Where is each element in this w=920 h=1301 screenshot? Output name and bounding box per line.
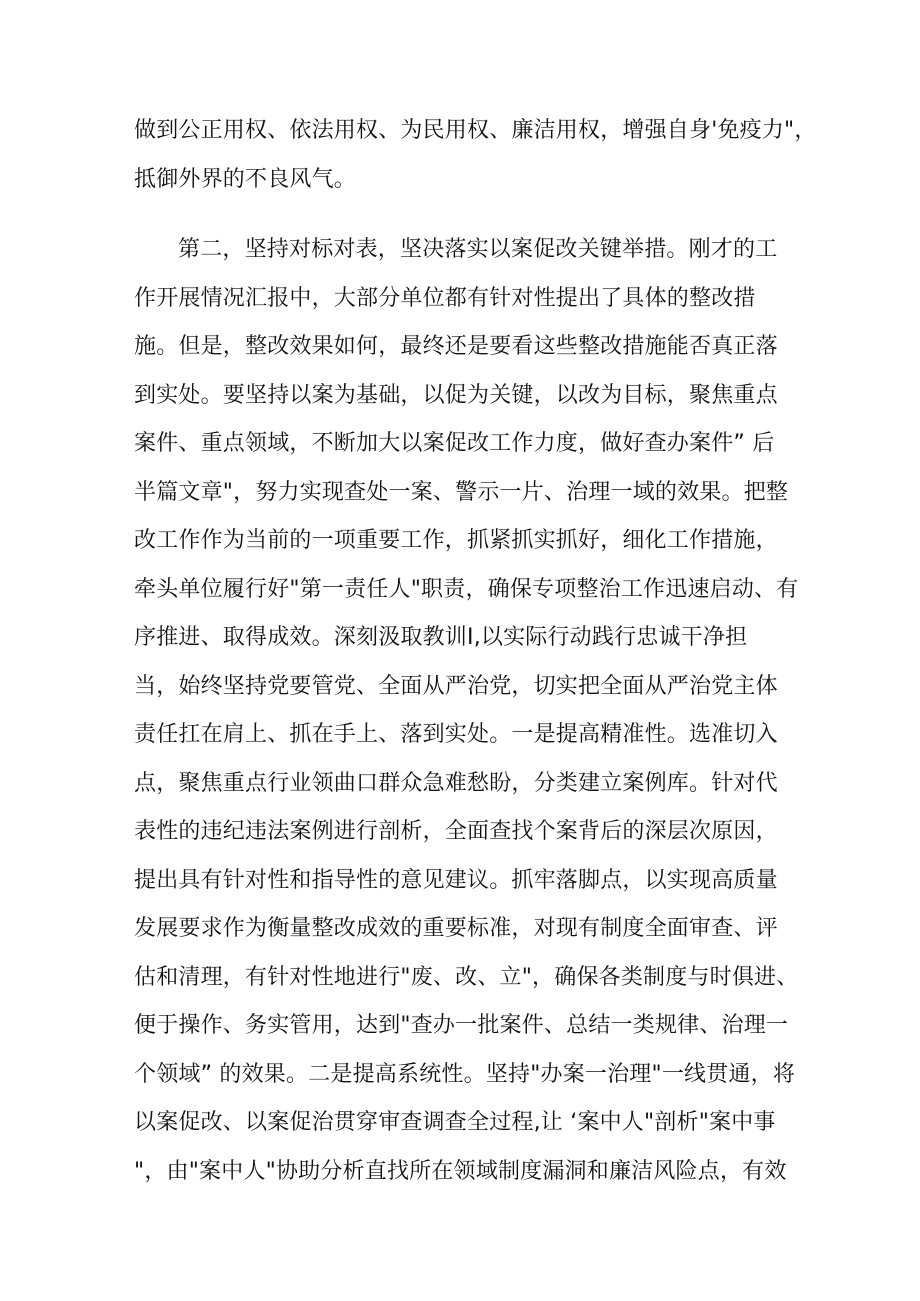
text-line-22: "，由"案中人"协助分析直找所在领域制度漏洞和廉洁风险点，有效 bbox=[134, 1159, 787, 1184]
text-line-3: 第二，坚持对标对表，坚决落实以案促改关键举措。刚才的工 bbox=[178, 237, 778, 262]
text-line-12: 当，始终坚持党要管党、全面从严治党，切实把全面从严治党主体 bbox=[134, 674, 778, 699]
text-line-13: 责任扛在肩上、抓在手上、落到实处。一是提高精准性。选准切入 bbox=[134, 722, 778, 747]
text-line-5: 施。但是，整改效果如何，最终还是要看这些整改措施能否真正落 bbox=[134, 334, 778, 359]
text-line-21: 以案促改、以案促治贯穿审查调查全过程,让 ‘案中人"剖析"案中事 bbox=[134, 1110, 776, 1135]
text-line-6: 到实处。要坚持以案为基础，以促为关键，以改为目标，聚焦重点 bbox=[134, 383, 778, 408]
text-line-16: 提出具有针对性和指导性的意见建议。抓牢落脚点，以实现高质量 bbox=[134, 868, 778, 893]
text-line-7: 案件、重点领域，不断加大以案促改工作力度，做好查办案件” 后 bbox=[134, 431, 775, 456]
text-line-11: 序推进、取得成效。深刻汲取教训Ⅰ,以实际行动践行忠诚干净担 bbox=[134, 625, 748, 650]
text-line-20: 个领域” 的效果。二是提高系统性。坚持"办案一治理"一线贯通，将 bbox=[134, 1062, 796, 1087]
text-line-4: 作开展情况汇报中，大部分单位都有针对性提出了具体的整改措 bbox=[134, 286, 756, 311]
text-line-17: 发展要求作为衡量整改成效的重要标准，对现有制度全面审查、评 bbox=[134, 916, 778, 941]
text-line-1: 做到公正用权、依法用权、为民用权、廉洁用权，增强自身'免疫力"， bbox=[134, 118, 817, 143]
text-line-19: 便于操作、务实管用，达到"查办一批案件、总结一类规律、治理一 bbox=[134, 1013, 789, 1038]
text-line-14: 点，聚焦重点行业领曲口群众急难愁盼，分类建立案例库。针对代 bbox=[134, 771, 778, 796]
text-line-15: 表性的违纪违法案例进行剖析，全面查找个案背后的深层次原因， bbox=[134, 819, 778, 844]
text-line-9: 改工作作为当前的一项重要工作，抓紧抓实抓好，细化工作措施， bbox=[134, 528, 778, 553]
text-line-8: 半篇文章"，努力实现查处一案、警示一片、治理一域的效果。把整 bbox=[134, 480, 789, 505]
text-line-10: 牵头单位履行好"第一责任人"职责，确保专项整治工作迅速启动、有 bbox=[134, 577, 799, 602]
text-line-18: 估和清理，有针对性地进行"废、改、立"，确保各类制度与时俱进、 bbox=[134, 965, 799, 990]
text-line-2: 抵御外界的不良风气。 bbox=[134, 167, 357, 192]
